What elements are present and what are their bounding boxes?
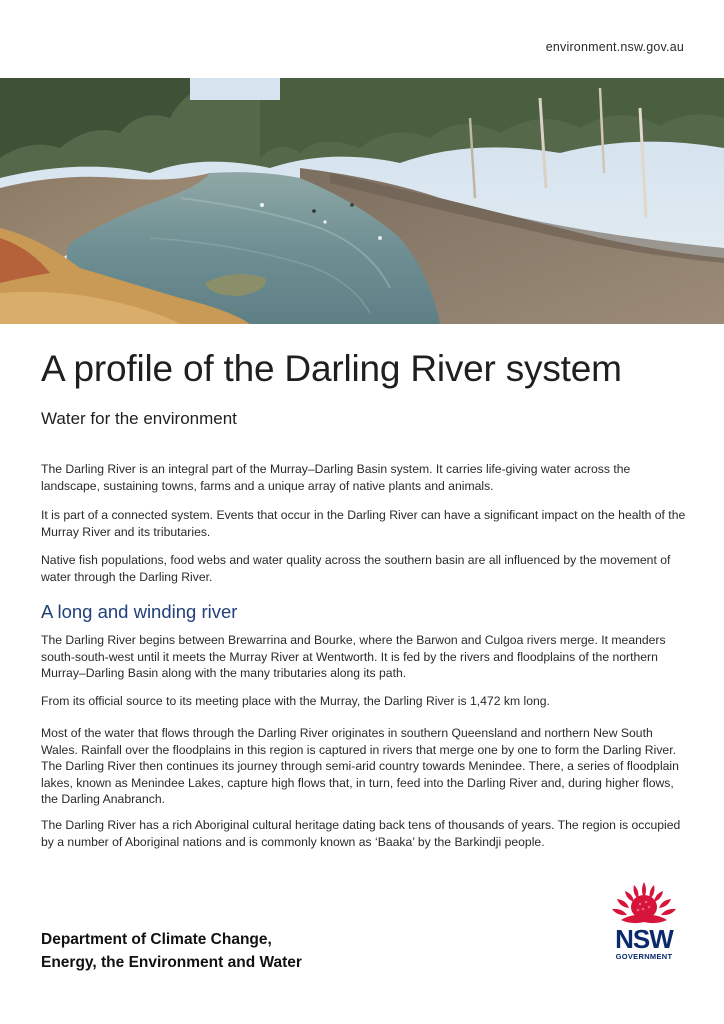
logo-wordmark: NSW — [615, 924, 673, 954]
site-url[interactable]: environment.nsw.gov.au — [545, 40, 684, 54]
section-paragraph-2: From its official source to its meeting place with the Murray, the Darling River is 1,472 km long. — [41, 694, 550, 708]
section-paragraph-1: The Darling River begins between Brewarrina and Bourke, where the Barwon and Culgoa rivers merge. It meanders south-south-west until it meets the Murray River at Wentworth. It is fed by the rivers and floodplains of the northern Murray–Darling Basin along with the many tributaries along its path. — [41, 633, 666, 681]
page-title: A profile of the Darling River system — [41, 348, 622, 389]
page-subtitle: Water for the environment — [41, 409, 237, 428]
waratah-icon — [607, 880, 681, 926]
department-name — [41, 928, 302, 974]
intro-paragraph-3: Native fish populations, food webs and water quality across the southern basin are all influenced by the movement of water through the Darling River. — [41, 553, 671, 584]
section-paragraph-4: The Darling River has a rich Aboriginal cultural heritage dating back tens of thousands of years. The region is occupied by a number of Aboriginal nations and is commonly known as ‘Baaka’ by the Barkindji people. — [41, 818, 681, 849]
nsw-government-logo — [602, 880, 686, 970]
section-heading: A long and winding river — [41, 601, 238, 622]
darling-river-photo — [0, 78, 724, 324]
department-line-2: Energy, the Environment and Water — [41, 954, 302, 971]
intro-paragraph-1: The Darling River is an integral part of the Murray–Darling Basin system. It carries life-giving water across the landscape, sustaining towns, farms and a unique array of native plants and animals. — [41, 462, 631, 493]
department-line-1: Department of Climate Change, — [41, 931, 272, 948]
section-paragraph-3: Most of the water that flows through the Darling River originates in southern Queensland and northern New South Wales. Rainfall over the floodplains in this region is captured in rivers that merge one by one to form the Darling River. The Darling River then continues its journey through semi-arid country towards Menindee. There, a series of floodplain lakes, known as Menindee Lakes, capture high flows that, in turn, feed into the Darling River and, during higher flows, the Darling Anabranch. — [41, 726, 679, 807]
intro-paragraph-2: It is part of a connected system. Events that occur in the Darling River can have a significant impact on the health of the Murray River and its tributaries. — [41, 508, 686, 539]
logo-subtext: GOVERNMENT — [615, 952, 673, 961]
